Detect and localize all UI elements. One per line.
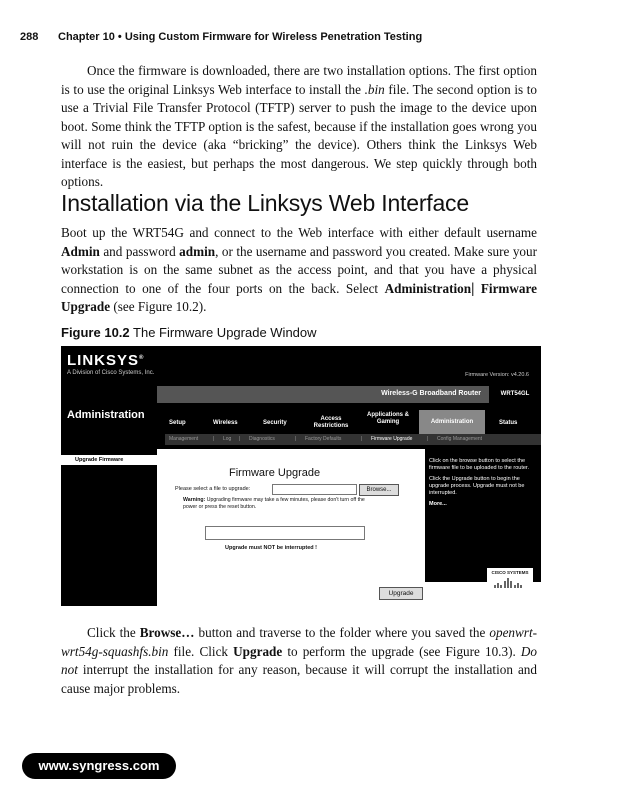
- figure-screenshot: [61, 346, 541, 606]
- figure-number: Figure 10.2: [61, 325, 130, 340]
- upgrade-progress-box: [205, 526, 365, 540]
- cisco-bars-icon: [492, 576, 528, 588]
- help-browse: Click on the browse button to select the firmware file to be uploaded to the router.: [429, 458, 529, 471]
- model-badge: WRT54GL: [489, 386, 541, 403]
- page-number: 288: [20, 31, 39, 43]
- sidebar-heading: Upgrade Firmware: [61, 455, 157, 465]
- subnav-factory-defaults[interactable]: Factory Defaults: [305, 436, 342, 442]
- subnav-diagnostics[interactable]: Diagnostics: [249, 436, 275, 442]
- paragraph-intro: Once the firmware is downloaded, there are two installation options. The first option is to use the original Linksys Web interface to install the .bin file. The second option is to use a Trivial File Transfer Protocol (TFTP) server to push the image to the device upon boot. Some think the TFTP option is the safest, because if the installation goes wrong you will not ruin the device (aka “bricking” the device). Others think the Linksys Web interface is the easiest, but perhaps the most dangerous. We step quickly through both options.: [61, 63, 537, 189]
- running-header: [20, 31, 422, 43]
- paragraph-boot: Boot up the WRT54G and connect to the Web interface with either default username Admin and password admin, or the username and password you created. Make sure your workstation is on the same subnet as the access point, and that you have a physical connection to one of the four ports on the back. Select Administration| Firmware Upgrade (see Figure 10.2).: [61, 225, 537, 314]
- division-text: A Division of Cisco Systems, Inc.: [67, 370, 155, 376]
- bin-extension: .bin: [364, 81, 385, 97]
- file-input[interactable]: [272, 484, 357, 495]
- cisco-logo: CISCO SYSTEMS: [487, 568, 533, 594]
- subnav-firmware-upgrade[interactable]: Firmware Upgrade: [371, 436, 413, 442]
- firmware-version: Firmware Version: v4.20.6: [465, 372, 529, 378]
- section-title: Administration: [67, 409, 145, 421]
- tab-wireless[interactable]: Wireless: [213, 420, 238, 426]
- subnav-log[interactable]: Log: [223, 436, 232, 442]
- figure-caption: [61, 325, 317, 340]
- tab-security[interactable]: Security: [263, 420, 287, 426]
- main-title: Firmware Upgrade: [229, 467, 321, 479]
- main-tabs: [165, 410, 541, 434]
- no-interrupt-notice: Upgrade must NOT be interrupted !: [225, 545, 317, 551]
- paragraph-browse: Click the Browse… button and traverse to the folder where you saved the openwrt-wrt54g-squashfs.bin file. Click Upgrade to perform the upgrade (see Figure 10.3). Do not interrupt the installation for any reason, because it will corrupt the installation and cause major problems.: [61, 625, 537, 696]
- tab-status[interactable]: Status: [499, 420, 518, 426]
- tab-applications-gaming[interactable]: Applications & Gaming: [366, 412, 409, 425]
- subnav-config-management[interactable]: Config Management: [437, 436, 483, 442]
- tab-access-restrictions[interactable]: Access Restrictions: [313, 416, 349, 429]
- linksys-logo: LINKSYS®: [67, 352, 145, 369]
- sub-navigation: Management | Log | Diagnostics | Factory Defaults | Firmware Upgrade | Config Management: [165, 434, 541, 445]
- figure-title: The Firmware Upgrade Window: [129, 325, 317, 340]
- warning-text: Warning: Upgrading firmware may take a few minutes, please don't turn off the power or press the reset button.: [183, 497, 365, 510]
- sidebar: [61, 445, 157, 606]
- footer-url: www.syngress.com: [22, 753, 176, 779]
- product-bar: [157, 386, 541, 403]
- help-more-link[interactable]: More...: [429, 501, 447, 507]
- section-heading: Installation via the Linksys Web Interface: [61, 190, 469, 216]
- select-file-label: Please select a file to upgrade:: [175, 486, 251, 492]
- upgrade-button[interactable]: Upgrade: [379, 587, 423, 600]
- subnav-management[interactable]: Management: [169, 436, 199, 442]
- running-title: Chapter 10 • Using Custom Firmware for Wireless Penetration Testing: [58, 31, 423, 43]
- help-panel: [429, 458, 529, 512]
- help-upgrade: Click the Upgrade button to begin the upgrade process. Upgrade must not be interrupted.: [429, 476, 525, 496]
- tab-administration[interactable]: Administration: [419, 410, 485, 434]
- product-name: Wireless-G Broadband Router: [381, 390, 481, 397]
- tab-setup[interactable]: Setup: [169, 420, 186, 426]
- upgrade-bar: [157, 582, 541, 606]
- browse-button[interactable]: Browse...: [359, 484, 399, 496]
